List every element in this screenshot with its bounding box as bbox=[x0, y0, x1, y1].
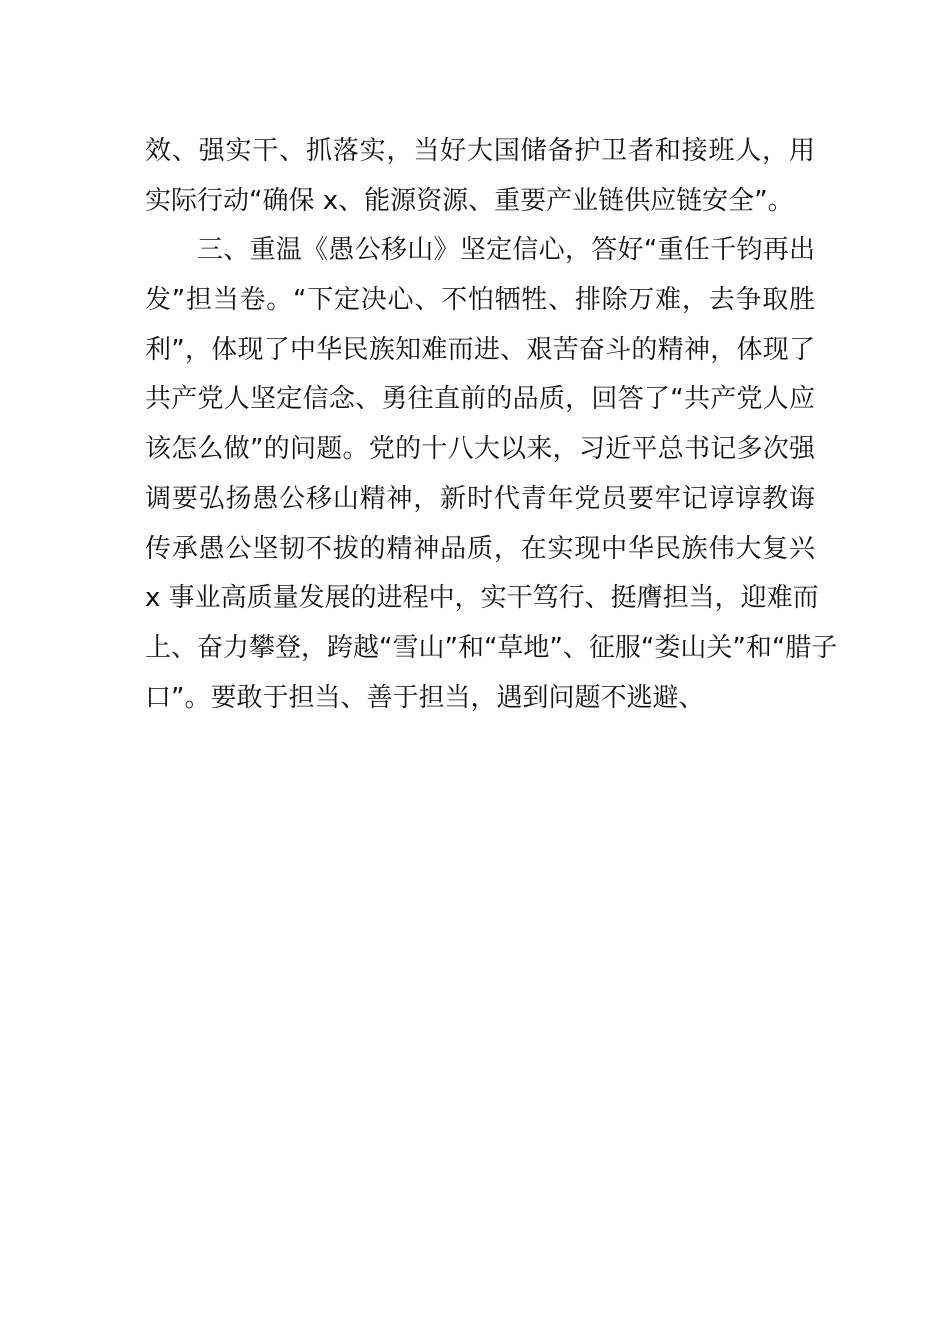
section-heading-line: 三、重温《愚公移山》坚定信心，答好“重任千钧再出 bbox=[197, 235, 815, 266]
text-line: 该怎么做”的问题。党的十八大以来，习近平总书记多次强 bbox=[145, 434, 815, 465]
text-line: 利”，体现了中华民族知难而进、艰苦奋斗的精神，体现了 bbox=[145, 334, 815, 365]
body-text bbox=[145, 127, 838, 723]
text-line: 实际行动“确保 x、能源资源、重要产业链供应链安全”。 bbox=[145, 185, 794, 216]
text-line: 上、奋力攀登，跨越“雪山”和“草地”、征服“娄山关”和“腊子 bbox=[145, 632, 838, 663]
text-line: 调要弘扬愚公移山精神，新时代青年党员要牢记谆谆教诲 bbox=[145, 483, 815, 514]
text-line: x 事业高质量发展的进程中，实干笃行、挺膺担当，迎难而 bbox=[145, 583, 819, 614]
text-line: 效、强实干、抓落实，当好大国储备护卫者和接班人，用 bbox=[145, 136, 815, 166]
text-line: 口”。要敢于担当、善于担当，遇到问题不逃避、 bbox=[145, 682, 705, 713]
text-line: 共产党人坚定信念、勇往直前的品质，回答了“共产党人应 bbox=[145, 384, 815, 415]
text-line: 发”担当卷。“下定决心、不怕牺牲、排除万难，去争取胜 bbox=[145, 285, 815, 316]
text-line: 传承愚公坚韧不拔的精神品质，在实现中华民族伟大复兴 bbox=[145, 533, 815, 564]
